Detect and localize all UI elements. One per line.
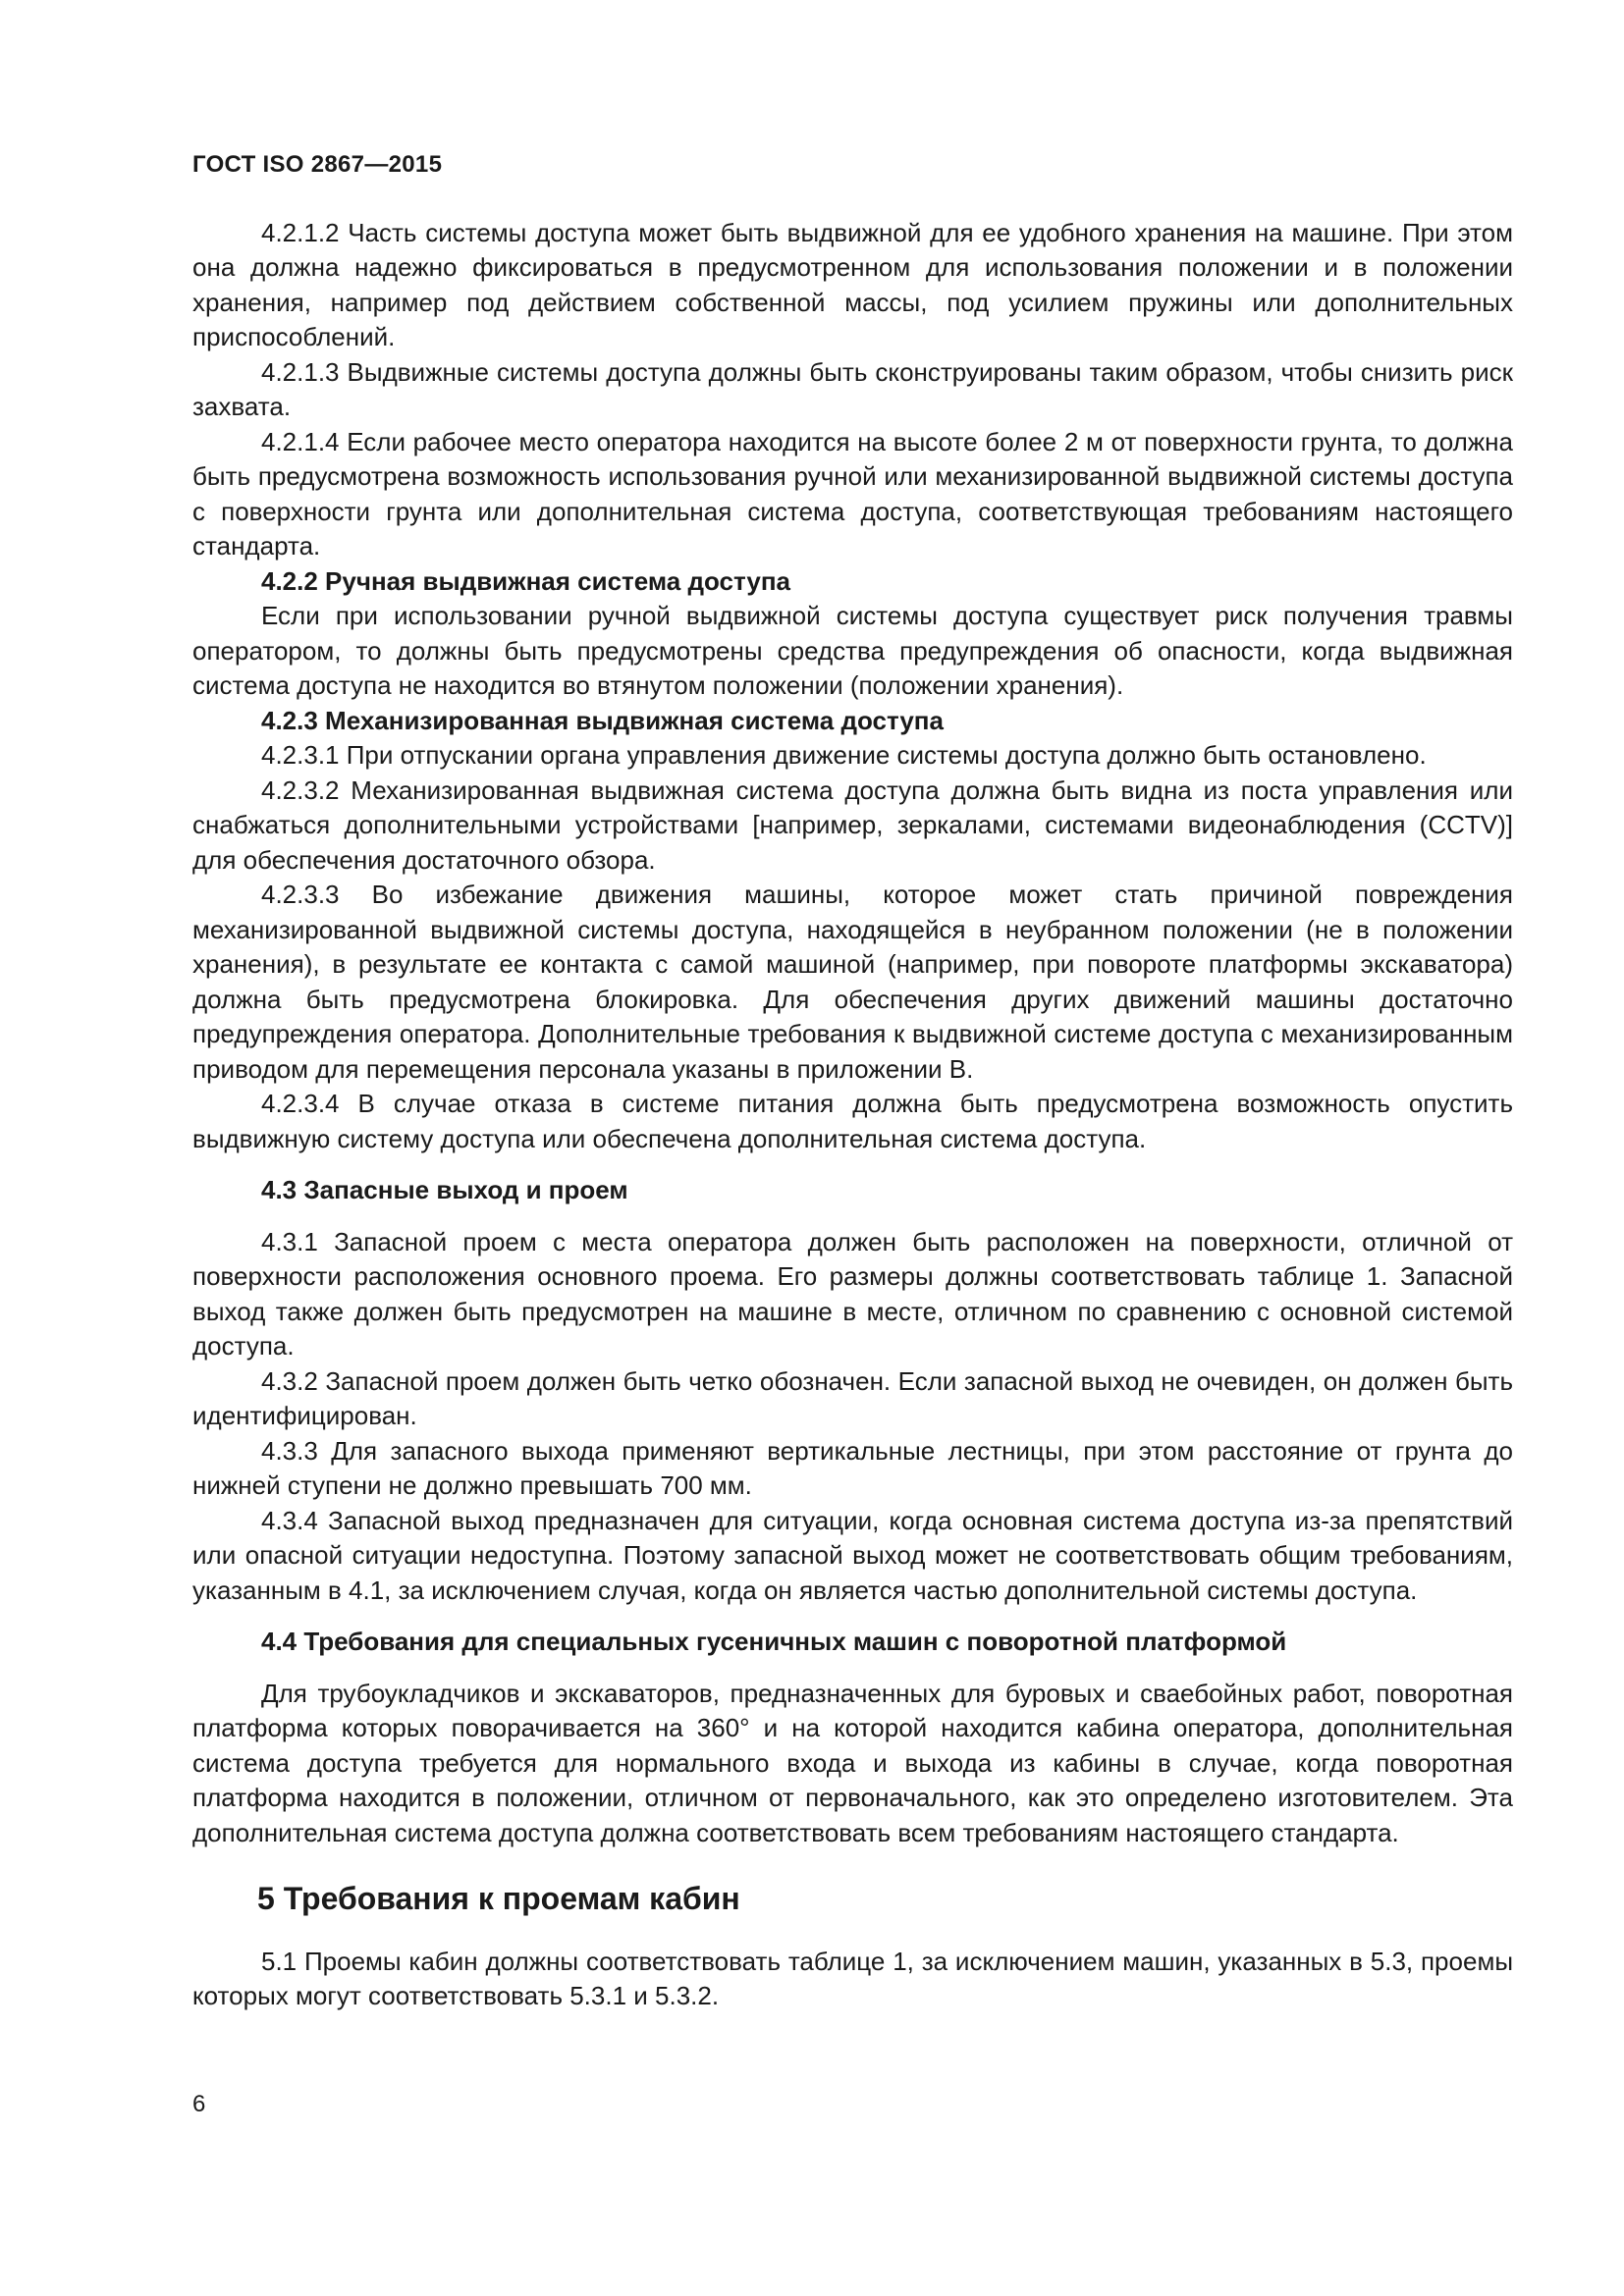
section-heading: 4.3 Запасные выход и проем: [261, 1175, 628, 1204]
paragraph: 4.2.3.3 Во избежание движения машины, которое может стать причиной повреждения механизированной выдвижной системы доступа, находящейся в неубранном положении (не в положении хранения), в результате ее контакта с самой машиной (например, при повороте платформы экскаватора) должна быть предусмотрена блокировка. Для обеспечения других движений машины достаточно предупреждения оператора. Дополнительные требования к выдвижной системе доступа с механизированным приводом для перемещения персонала указаны в приложении В.: [192, 880, 1513, 1084]
paragraph: 4.2.1.2 Часть системы доступа может быть выдвижной для ее удобного хранения на машине. При этом она должна надежно фиксироваться в предусмотренном для использования положении и в положении хранения, например под действием собственной массы, под усилием пружины или дополнительных приспособлений.: [192, 217, 1513, 351]
chapter-heading: 5 Требования к проемам кабин: [257, 1881, 740, 1916]
paragraph: 4.2.3.2 Механизированная выдвижная система доступа должна быть видна из поста управления или снабжаться дополнительными устройствами [например, зеркалами, системами видеонаблюдения (CCTV)] для обеспечения достаточного обзора.: [192, 774, 1513, 875]
section-heading: 4.4 Требования для специальных гусеничных машин с поворотной платформой: [261, 1627, 1287, 1656]
paragraph: Если при использовании ручной выдвижной системы доступа существует риск получения травмы оператором, то должны быть предусмотрены средства предупреждения об опасности, когда выдвижная система доступа не находится во втянутом положении (положении хранения).: [192, 601, 1513, 700]
document-header: ГОСТ ISO 2867—2015: [192, 151, 443, 178]
paragraph: 4.2.3.1 При отпускании органа управления движение системы доступа должно быть остановлено.: [261, 740, 1427, 770]
document-body: [192, 216, 1513, 2014]
paragraph: 4.3.2 Запасной проем должен быть четко обозначен. Если запасной выход не очевиден, он должен быть идентифицирован.: [192, 1365, 1513, 1430]
paragraph: 4.2.1.4 Если рабочее место оператора находится на высоте более 2 м от поверхности грунта, то должна быть предусмотрена возможность использования ручной или механизированной выдвижной системы доступа с поверхности грунта или дополнительная система доступа, соответствующая требованиям настоящего стандарта.: [192, 426, 1513, 561]
paragraph: Для трубоукладчиков и экскаваторов, предназначенных для буровых и сваебойных работ, поворотная платформа которых поворачивается на 360° и на которой находится кабина оператора, дополнительная система доступа требуется для нормального входа и выхода из кабины в случае, когда поворотная платформа находится в положении, отличном от первоначального, как это определено изготовителем. Эта дополнительная система доступа должна соответствовать всем требованиям настоящего стандарта.: [192, 1678, 1513, 1847]
subsection-heading: 4.2.3 Механизированная выдвижная система доступа: [261, 705, 944, 735]
paragraph: 4.2.3.4 В случае отказа в системе питания должна быть предусмотрена возможность опустить выдвижную систему доступа или обеспечена дополнительная система доступа.: [192, 1089, 1513, 1153]
paragraph: 4.3.1 Запасной проем с места оператора должен быть расположен на поверхности, отличной от поверхности расположения основного проема. Его размеры должны соответствовать таблице 1. Запасной выход также должен быть предусмотрен на машине в месте, отличном по сравнению с основной системой доступа.: [192, 1226, 1513, 1361]
paragraph: 5.1 Проемы кабин должны соответствовать таблице 1, за исключением машин, указанных в 5.3, проемы которых могут соответствовать 5.3.1 и 5.3.2.: [192, 1946, 1513, 2010]
subsection-heading: 4.2.2 Ручная выдвижная система доступа: [261, 565, 790, 596]
document-page: [192, 147, 1513, 2014]
paragraph: 4.3.4 Запасной выход предназначен для ситуации, когда основная система доступа из-за препятствий или опасной ситуации недоступна. Поэтому запасной выход может не соответствовать общим требованиям, указанным в 4.1, за исключением случая, когда он является частью дополнительной системы доступа.: [192, 1505, 1513, 1605]
paragraph: 4.2.1.3 Выдвижные системы доступа должны быть сконструированы таким образом, чтобы снизить риск захвата.: [192, 356, 1513, 421]
page-number: 6: [192, 2091, 206, 2117]
paragraph: 4.3.3 Для запасного выхода применяют вертикальные лестницы, при этом расстояние от грунта до нижней ступени не должно превышать 700 мм.: [192, 1435, 1513, 1500]
